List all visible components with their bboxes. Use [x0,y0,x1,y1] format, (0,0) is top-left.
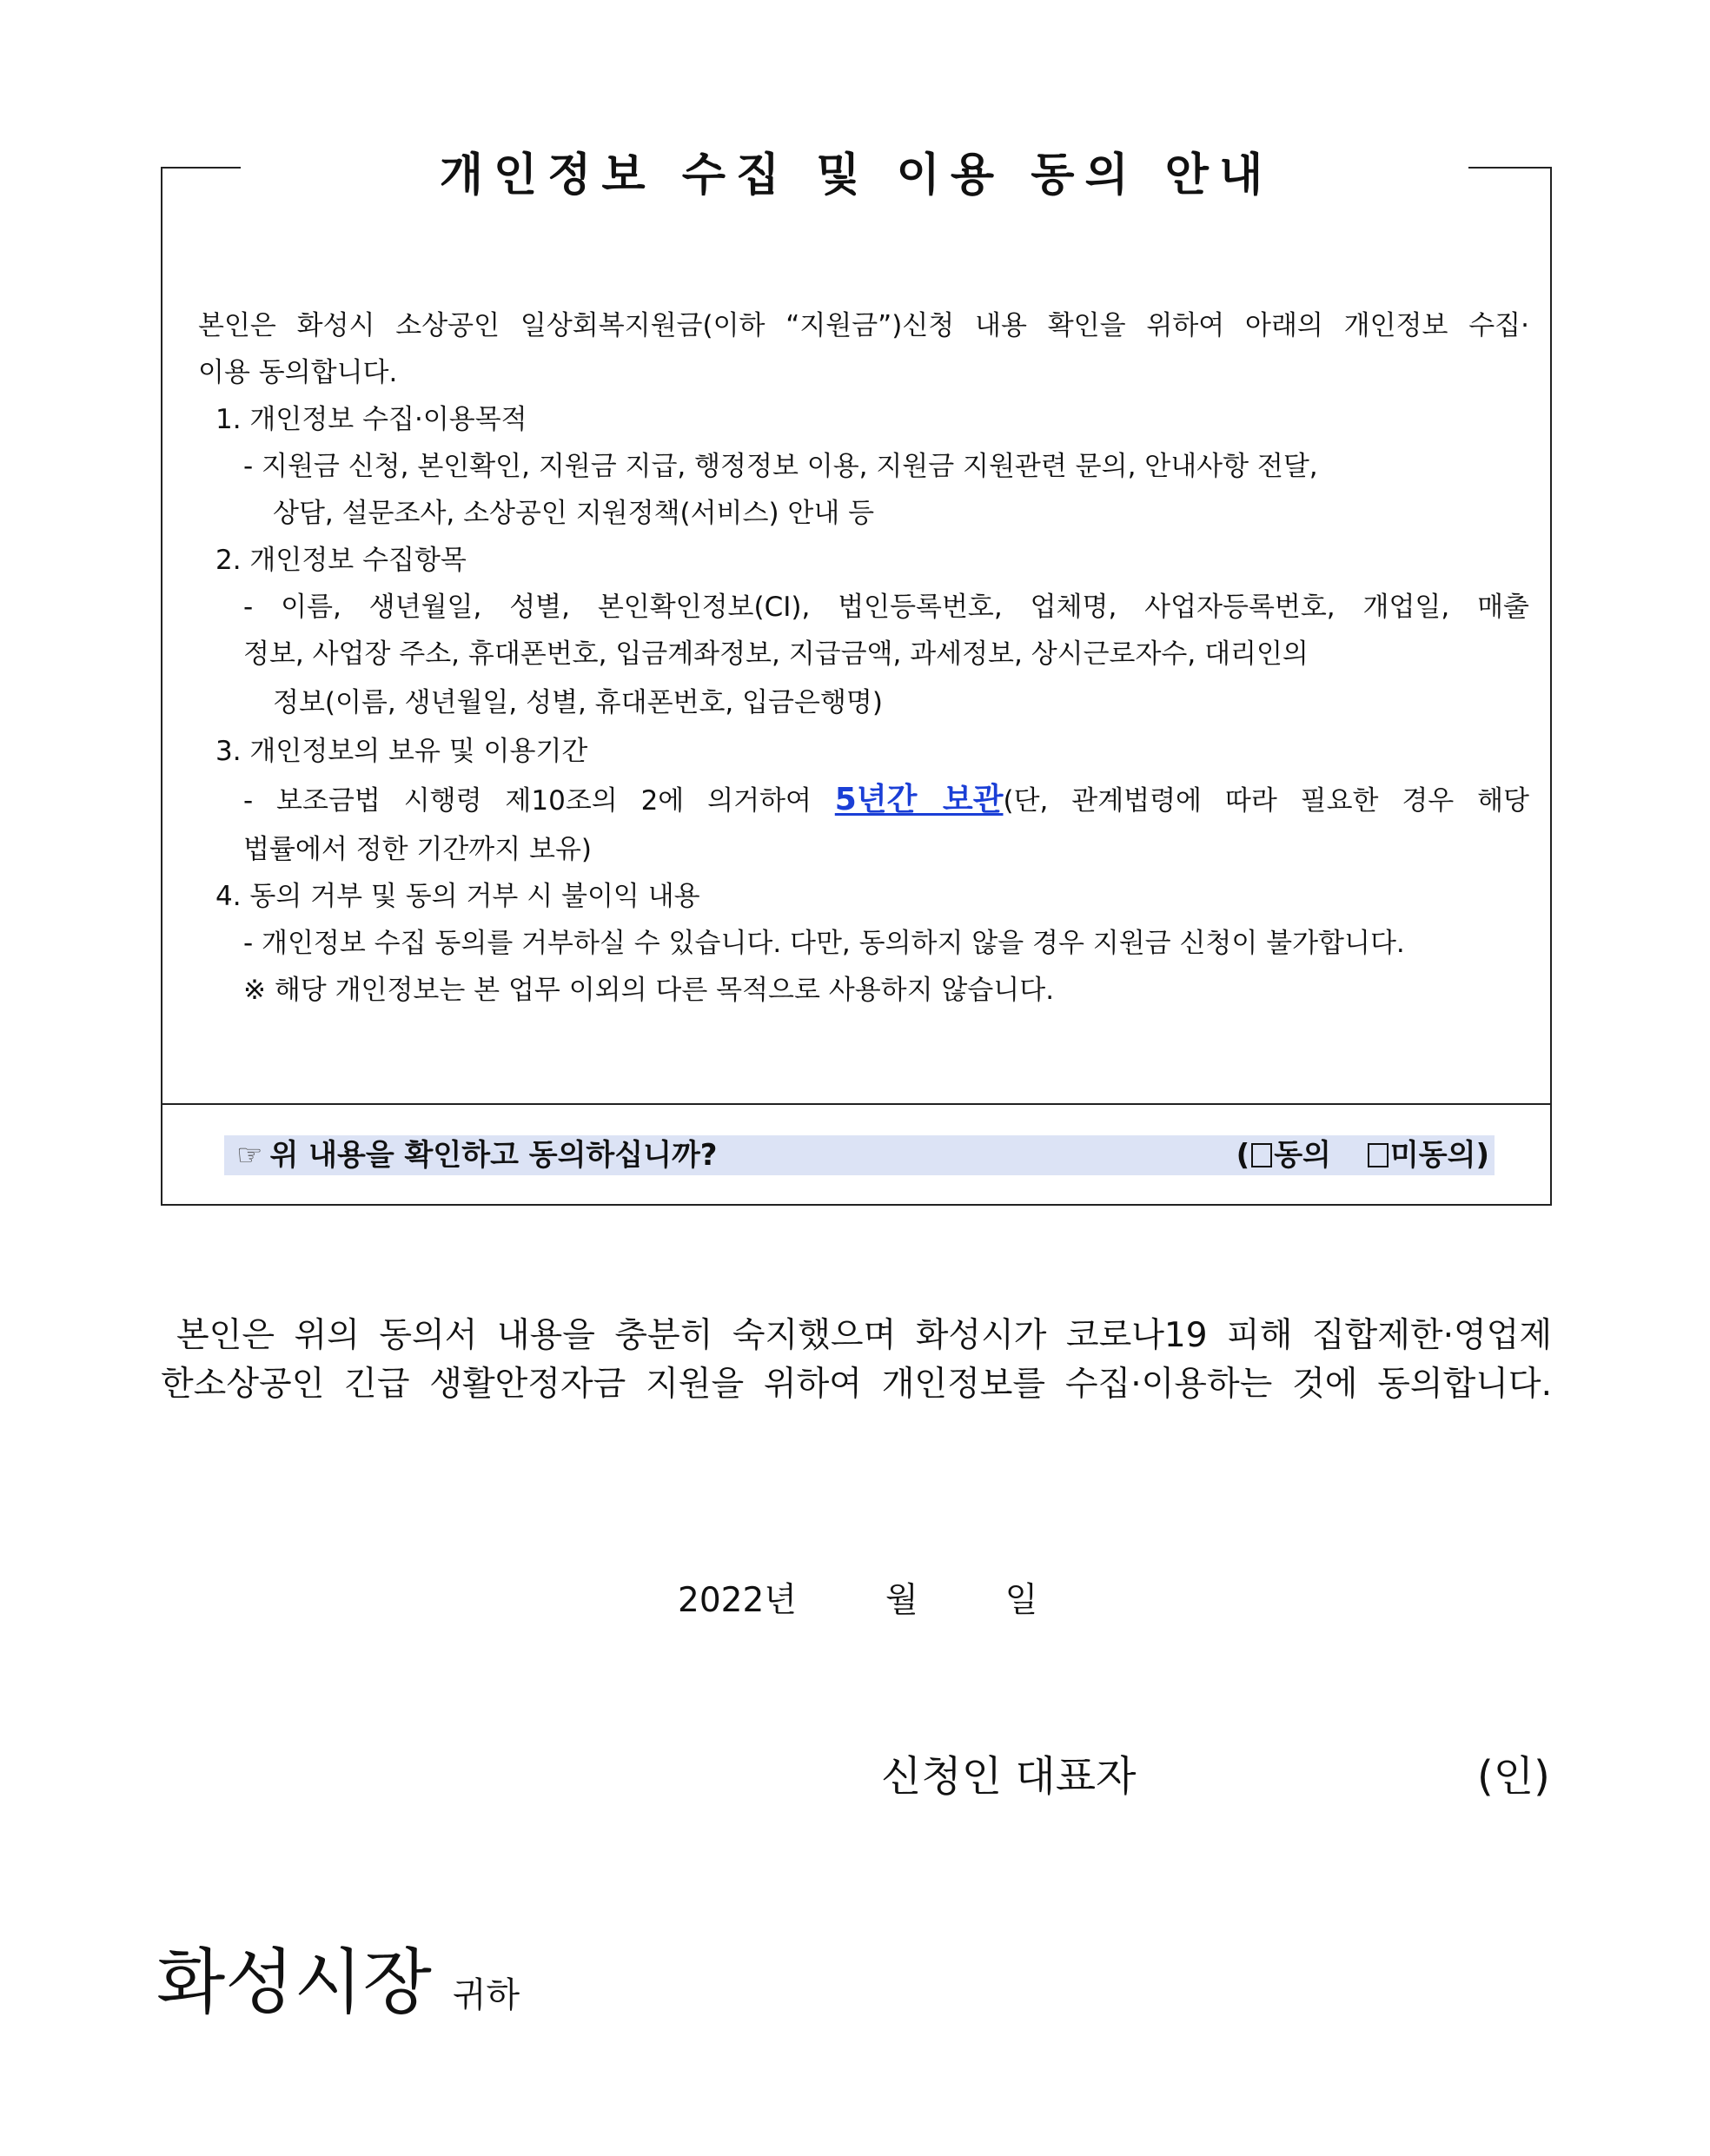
date-month: 월 [885,1581,918,1620]
section-1-line-1: - 지원금 신청, 본인확인, 지원금 지급, 행정정보 이용, 지원금 지원관련 문의, 안내사항 전달, [243,451,1318,482]
disagree-label: 미동의 [1389,1138,1476,1173]
agree-checkbox[interactable] [1251,1143,1272,1167]
seal-mark: (인) [1477,1752,1550,1801]
agreement-line-1: 본인은 위의 동의서 내용을 충분히 숙지했으며 화성시가 코로나19 피해 집합제한·영업제 [176,1316,1552,1355]
close-paren: ) [1475,1138,1489,1173]
notice-content [198,302,1529,1014]
consent-choices [1236,1135,1489,1175]
section-3-line-1-post: (단, 관계법령에 따라 필요한 경우 해당 [1003,785,1529,817]
agreement-line-2: 한소상공인 긴급 생활안정자금 지원을 위하여 개인정보를 수집·이용하는 것에 동의합니다. [161,1365,1552,1404]
section-3-line-1 [243,775,1529,826]
section-3-line-1-pre: - 보조금법 시행령 제10조의 2에 의거하여 [243,785,835,817]
section-4-line-1: - 개인정보 수집 동의를 거부하실 수 있습니다. 다만, 동의하지 않을 경우 지원금 신청이 불가합니다. [243,928,1405,959]
addressee-suffix: 귀하 [452,1975,520,2015]
section-2-line-3: 정보(이름, 생년월일, 성별, 휴대폰번호, 입금은행명) [273,687,883,718]
open-paren: ( [1236,1138,1250,1173]
section-4-heading: 4. 동의 거부 및 동의 거부 시 불이익 내용 [215,881,700,912]
section-2-line-2: 정보, 사업장 주소, 휴대폰번호, 입금계좌정보, 지급금액, 과세정보, 상시근로자수, 대리인의 [243,638,1309,670]
consent-question-text: 위 내용을 확인하고 동의하십니까? [269,1138,718,1173]
date-day: 일 [1004,1581,1038,1620]
box-divider [161,1103,1552,1105]
retention-period-highlight: 5년간 보관 [834,782,1004,817]
addressee [156,1935,520,2031]
intro-line-2: 이용 동의합니다. [198,357,398,388]
intro-line-1: 본인은 화성시 소상공인 일상회복지원금(이하 “지원금”)신청 내용 확인을 위하여 아래의 개인정보 수집· [198,310,1529,341]
consent-question-row [224,1135,1495,1175]
section-3-heading: 3. 개인정보의 보유 및 이용기간 [215,736,588,767]
section-3-line-2: 법률에서 정한 기간까지 보유) [243,834,593,865]
disagree-checkbox[interactable] [1368,1143,1389,1167]
agreement-statement [161,1312,1552,1409]
pointing-finger-icon: ☞ [236,1138,263,1173]
date-line [678,1577,1037,1625]
section-2-heading: 2. 개인정보 수집항목 [215,545,467,576]
addressee-name: 화성시장 [156,1941,432,2024]
section-1-line-2: 상담, 설문조사, 소상공인 지원정책(서비스) 안내 등 [273,498,875,529]
section-2-line-1: - 이름, 생년월일, 성별, 본인확인정보(CI), 법인등록번호, 업체명, 사업자등록번호, 개업일, 매출 [243,592,1529,623]
agree-label: 동의 [1274,1138,1331,1173]
applicant-signature-label: 신청인 대표자 [881,1752,1137,1801]
page-title: 개인정보 수집 및 이용 동의 안내 [439,149,1274,202]
date-year: 2022년 [678,1581,797,1620]
consent-question [236,1135,718,1175]
section-1-heading: 1. 개인정보 수집·이용목적 [215,404,527,435]
section-4-note: ※ 해당 개인정보는 본 업무 이외의 다른 목적으로 사용하지 않습니다. [243,975,1055,1006]
